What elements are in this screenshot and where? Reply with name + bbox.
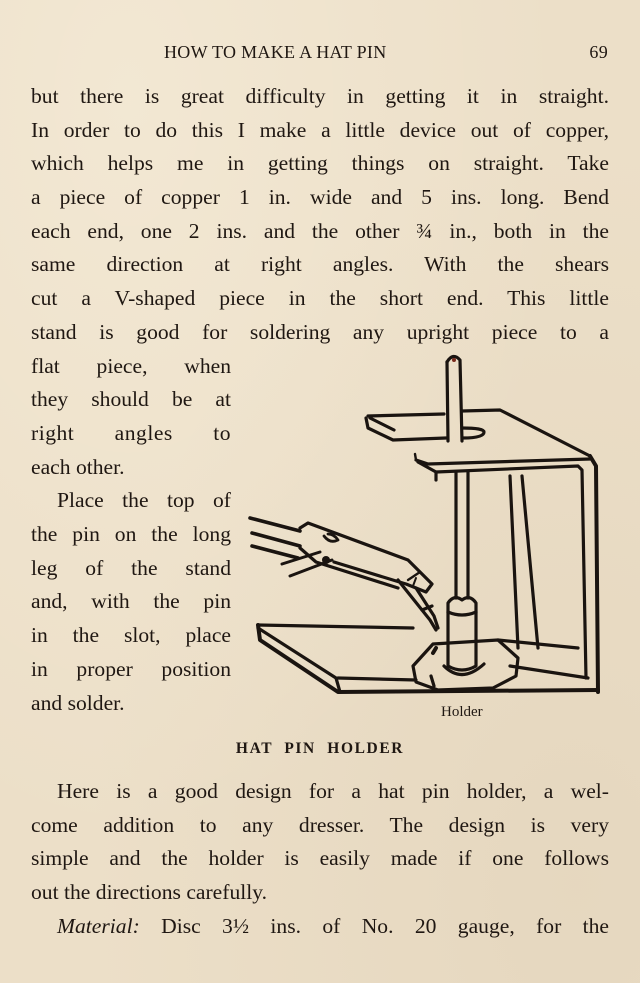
text-line: same direction at right angles. With the shears: [31, 252, 609, 277]
text-line: cut a V-shaped piece in the short end. This little: [31, 286, 609, 311]
text-line: flat piece, when: [31, 353, 231, 378]
material-line: [31, 910, 609, 944]
material-label: Material:: [57, 913, 140, 938]
material-text: Disc 3½ ins. of No. 20 gauge, for the: [161, 913, 609, 938]
text-line: they should be at: [31, 387, 231, 412]
text-line: and, with the pin: [31, 589, 231, 614]
text-line: but there is great difficulty in getting it in straight.: [31, 84, 609, 108]
text-line: stand is good for soldering any upright piece to a: [31, 319, 609, 344]
text-line: leg of the stand: [31, 555, 231, 580]
text-line: which helps me in getting things on straight. Take: [31, 151, 609, 176]
text-line: Place the top of: [57, 488, 231, 513]
text-line: each end, one 2 ins. and the other ¾ in., both in the: [31, 218, 609, 243]
text-line: in proper position: [31, 656, 231, 681]
text-line: right angles to: [31, 420, 231, 445]
text-line: and solder.: [31, 690, 125, 715]
paragraph-2: [31, 484, 231, 720]
section-title: HAT PIN HOLDER: [235, 740, 405, 757]
text-line: simple and the holder is easily made if one follows: [31, 846, 609, 871]
text-line: in the slot, place: [31, 623, 231, 648]
text-line: out the directions carefully.: [31, 880, 268, 905]
text-line: In order to do this I make a little device out of copper,: [31, 117, 609, 142]
holder-illustration: [248, 348, 620, 708]
text-line: each other.: [31, 454, 125, 479]
page-number: 69: [589, 42, 608, 62]
text-line: a piece of copper 1 in. wide and 5 ins. long. Bend: [31, 185, 609, 210]
section-paragraph: [31, 775, 609, 943]
running-head: [0, 40, 640, 68]
running-title: HOW TO MAKE A HAT PIN: [164, 42, 387, 62]
text-line: come addition to any dresser. The design is very: [31, 812, 609, 837]
figure-caption: Holder: [441, 704, 483, 720]
soldering-stand-drawing-icon: [248, 348, 620, 708]
text-line: Here is a good design for a hat pin holder, a wel-: [57, 779, 609, 803]
text-line: the pin on the long: [31, 522, 231, 547]
